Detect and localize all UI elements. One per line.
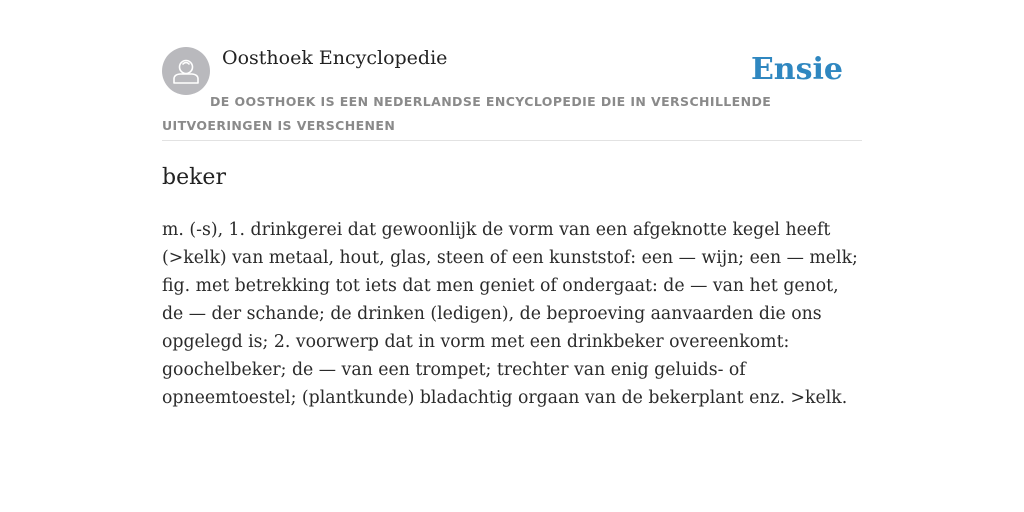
source-name[interactable]: Oosthoek Encyclopedie xyxy=(222,47,448,69)
user-icon xyxy=(162,47,210,95)
source-header xyxy=(162,46,862,141)
source-description: DE OOSTHOEK IS EEN NEDERLANDSE ENCYCLOPEDIE DIE IN VERSCHILLENDE UITVOERINGEN IS VERSCHENEN xyxy=(162,94,772,133)
avatar[interactable] xyxy=(162,47,210,95)
entry-definition: m. (-s), 1. drinkgerei dat gewoonlijk de vorm van een afgeknotte kegel heeft (>kelk) van metaal, hout, glas, steen of een kunststof: een — wijn; een — melk; fig. met betrekking tot iets dat men geniet of ondergaat: de — van het genot, de — der schande; de drinken (ledigen), de beproeving aanvaarden die ons opgelegd is; 2. voorwerp dat in vorm met een drinkbeker overeenkomt: goochelbeker; de — van een trompet; trechter van enig geluids- of opneemtoestel; (plantkunde) bladachtig orgaan van de bekerplant enz. >kelk. xyxy=(162,220,858,408)
ensie-logo-link[interactable]: Ensie xyxy=(750,52,843,87)
entry-title: beker xyxy=(162,165,226,190)
